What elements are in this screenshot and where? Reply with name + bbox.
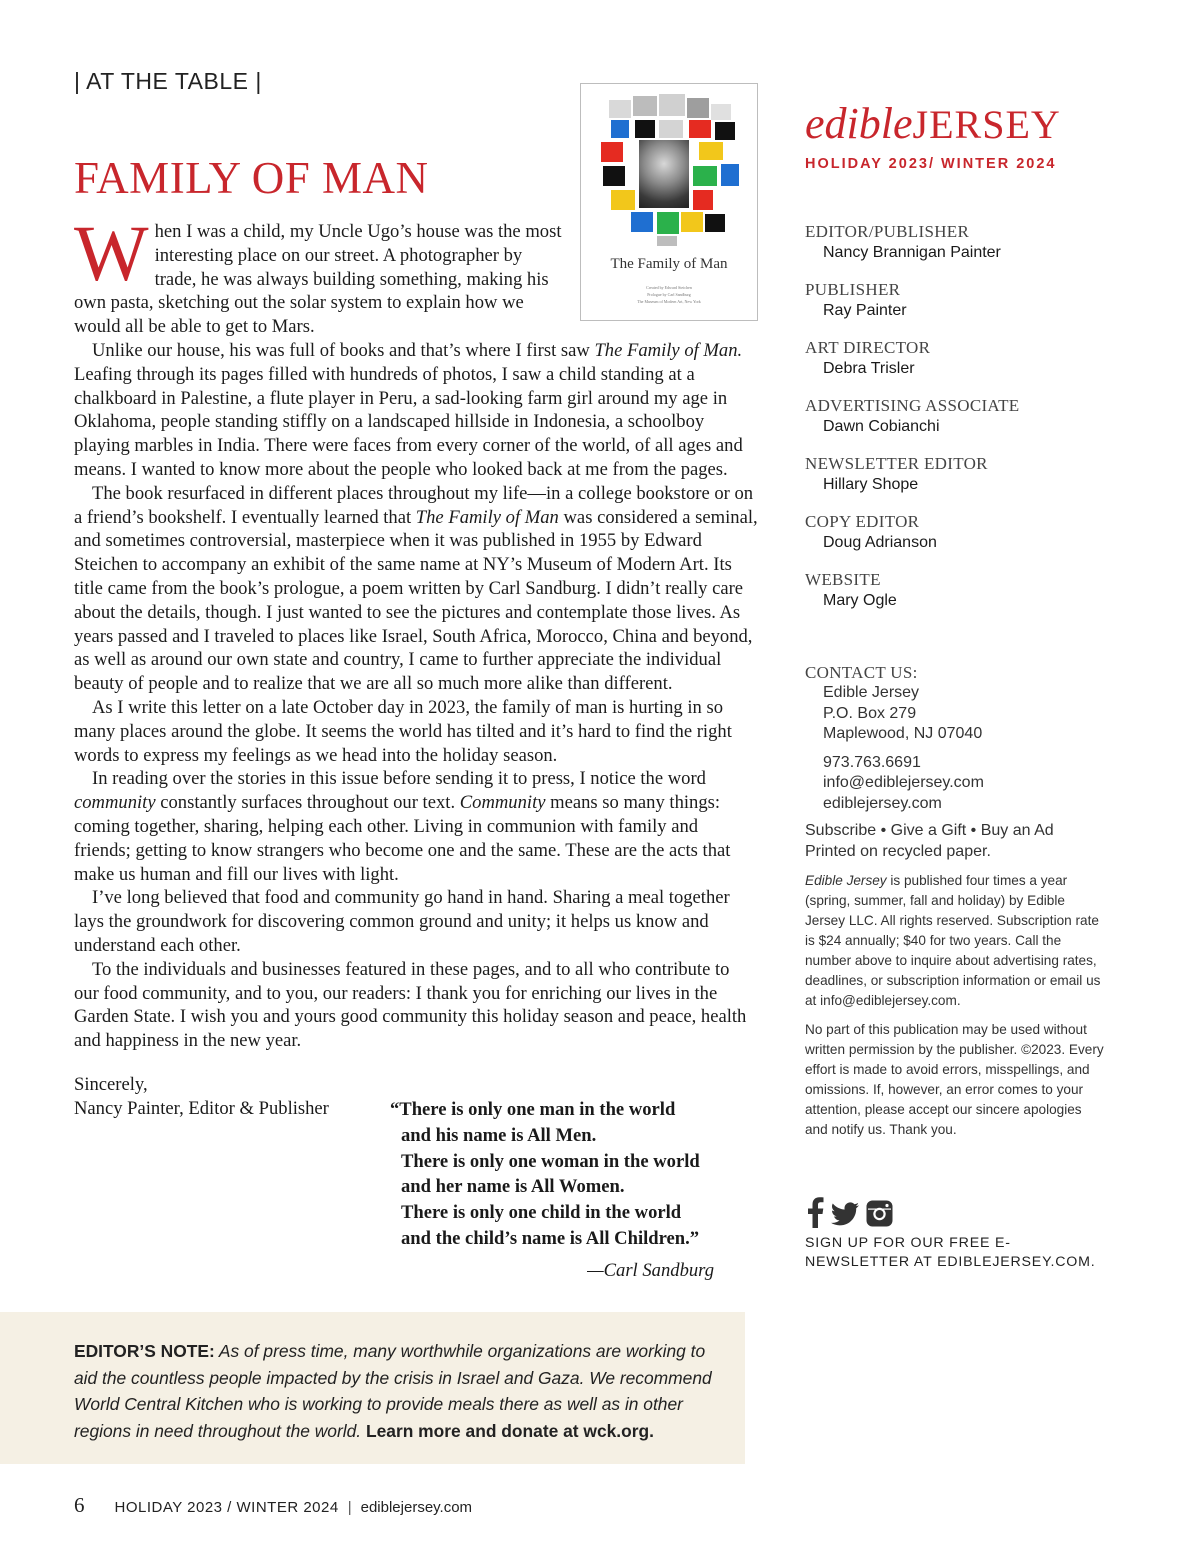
footer-site-link[interactable]: ediblejersey.com bbox=[360, 1499, 473, 1516]
publication-info: Edible Jersey is published four times a year (spring, summer, fall and holiday) by Edible Jersey LLC. All rights reserved. Subscription rate is $24 annually; $40 for two years. Call the number above to inquire about advertising rates, deadlines, or subscription information or email us at info@ediblejersey.com. bbox=[805, 873, 1101, 1008]
masthead-role: PUBLISHER Ray Painter bbox=[805, 280, 907, 319]
contact-phone[interactable]: 973.763.6691 bbox=[823, 753, 921, 771]
contact-title: CONTACT US: bbox=[805, 663, 918, 682]
masthead-role: EDITOR/PUBLISHER Nancy Brannigan Painter bbox=[805, 222, 1001, 261]
subscription-links: Subscribe • Give a Gift • Buy an Ad bbox=[805, 822, 1054, 839]
article-paragraph: Unlike our house, his was full of books and that’s where I first saw The Family of Man. Leafing through its pages filled with hundreds of photos, I saw a child standing at a chalkboard in Palestine, a flute player in Peru, a sad-looking farm girl around my age in Oklahoma, people standing stiffly on a landscaped hillside in Indonesia, a schoolboy playing marbles in India. There were faces from every corner of the world, of all ages and means. I wanted to know more about the people who looked back at me from the pages. bbox=[74, 339, 743, 480]
section-tag: | AT THE TABLE | bbox=[74, 68, 262, 94]
contact-po-box: P.O. Box 279 bbox=[823, 704, 917, 722]
masthead-role: ADVERTISING ASSOCIATE Dawn Cobianchi bbox=[805, 396, 1020, 435]
quote-line: and his name is All Men. bbox=[401, 1124, 597, 1146]
editors-note-body: As of press time, many worthwhile organizations are working to aid the countless people impacted by the crisis in Israel and Gaza. We recommend World Central Kitchen who is working to provide meals there as well as in other regions in need throughout the world. bbox=[74, 1341, 712, 1441]
article-paragraph: The book resurfaced in different places throughout my life—in a college bookstore or on a friend’s bookshelf. I eventually learned that The Family of Man was considered a seminal, and sometimes controversial, masterpiece when it was published in 1955 by Edward Steichen to accompany an exhibit of the same name at NY’s Museum of Modern Art. Its title came from the book’s prologue, a poem written by Carl Sandburg. I didn’t really care about the details, though. I just wanted to see the pictures and contemplate those lives. As years passed and I traveled to places like Israel, South Africa, Morocco, China and beyond, as well as around our own state and country, I came to further appreciate the individual beauty of people and to realize that we are all so much more alike than different. bbox=[74, 482, 758, 695]
issue-label: HOLIDAY 2023/ WINTER 2024 bbox=[805, 156, 1057, 172]
signoff bbox=[74, 1073, 329, 1121]
article-paragraph: I’ve long believed that food and community go hand in hand. Sharing a meal together lays the groundwork for discovering common ground and unity; it helps us know and understand each other. bbox=[74, 887, 730, 956]
quote-line: and her name is All Women. bbox=[401, 1176, 625, 1198]
contact-email[interactable]: info@ediblejersey.com bbox=[823, 774, 984, 791]
editor-letter bbox=[74, 211, 758, 1053]
page-number: 6 bbox=[74, 1493, 85, 1517]
contact-block bbox=[805, 663, 1105, 1140]
quote-attribution: —Carl Sandburg bbox=[587, 1259, 714, 1281]
sidebar-logo-block bbox=[805, 98, 1105, 172]
recycled-note: Printed on recycled paper. bbox=[805, 842, 991, 860]
article-paragraph: When I was a child, my Uncle Ugo’s house was the most interesting place on our street. A photographer by trade, he was always building something, making his own pasta, sketching out the solar system to explain how we would all be able to get to Mars. bbox=[74, 211, 562, 338]
article-paragraph: In reading over the stories in this issue before sending it to press, I notice the word community constantly surfaces throughout our text. Community means so many things: coming together, sharing, helping each other. Living in communion with family and friends; getting to know strangers who become one and the same. These are the acts that make us human and fill our lives with light. bbox=[74, 768, 731, 885]
quote-line: and the child’s name is All Children.” bbox=[401, 1227, 700, 1249]
masthead-role: WEBSITE Mary Ogle bbox=[805, 570, 897, 609]
cover-photo bbox=[639, 140, 689, 208]
editors-note-box bbox=[0, 1312, 745, 1464]
cover-title: The Family of Man bbox=[610, 256, 728, 272]
subscribe-link[interactable]: Subscribe bbox=[805, 822, 877, 839]
social-icons bbox=[805, 1196, 894, 1228]
newsletter-signup[interactable]: SIGN UP FOR OUR FREE E-NEWSLETTER AT EDIBLEJERSEY.COM. bbox=[805, 1235, 1096, 1270]
contact-website[interactable]: ediblejersey.com bbox=[823, 794, 942, 812]
footer-separator: | bbox=[347, 1499, 352, 1516]
footer-edition: HOLIDAY 2023 / WINTER 2024 bbox=[114, 1499, 339, 1516]
article-paragraph: To the individuals and businesses featured in these pages, and to all who contribute to our food community, and to you, our readers: I thank you for enriching our lives in the Garden State. I wish you and yours good community this holiday season and peace, health and happiness in the new year. bbox=[74, 958, 747, 1052]
page-footer bbox=[74, 1493, 472, 1518]
copyright-notice: No part of this publication may be used without written permission by the publisher. ©2023. Every effort is made to avoid errors, misspellings, and omissions. If, however, an error comes to your attention, please accept our sincere apologies and notify us. Thank you. bbox=[805, 1022, 1104, 1137]
editors-note-label: EDITOR’S NOTE: bbox=[74, 1341, 215, 1361]
contact-city: Maplewood, NJ 07040 bbox=[823, 725, 983, 742]
edible-jersey-logo: edibleJERSEY bbox=[805, 99, 1061, 148]
signoff-closing: Sincerely, bbox=[74, 1074, 148, 1095]
masthead bbox=[805, 222, 1105, 628]
quote-line: “There is only one man in the world bbox=[390, 1099, 676, 1120]
give-gift-link[interactable]: Give a Gift bbox=[890, 822, 967, 839]
article-paragraph: As I write this letter on a late October day in 2023, the family of man is hurting in so many places around the globe. It seems the world has tilted and it’s hard to find the right words to express my feelings as we head into the holiday season. bbox=[74, 696, 732, 766]
drop-cap: W bbox=[74, 211, 149, 298]
twitter-icon[interactable] bbox=[830, 1202, 860, 1228]
buy-ad-link[interactable]: Buy an Ad bbox=[980, 822, 1054, 839]
pull-quote bbox=[390, 1097, 730, 1284]
quote-line: There is only one child in the world bbox=[401, 1202, 682, 1224]
signoff-signature: Nancy Painter, Editor & Publisher bbox=[74, 1097, 329, 1119]
instagram-icon[interactable] bbox=[865, 1199, 894, 1228]
masthead-role: ART DIRECTOR Debra Trisler bbox=[805, 338, 931, 377]
quote-line: There is only one woman in the world bbox=[401, 1150, 700, 1172]
masthead-role: COPY EDITOR Doug Adrianson bbox=[805, 512, 937, 551]
page-title: FAMILY OF MAN bbox=[74, 153, 429, 203]
facebook-icon[interactable] bbox=[805, 1196, 825, 1228]
donate-link[interactable]: Learn more and donate at wck.org. bbox=[361, 1420, 654, 1441]
masthead-role: NEWSLETTER EDITOR Hillary Shope bbox=[805, 454, 988, 493]
cover-credits: Created by Edward Steichen Prologue by Carl Sandburg The Museum of Modern Art, New York bbox=[637, 285, 701, 304]
contact-name: Edible Jersey bbox=[823, 684, 920, 701]
